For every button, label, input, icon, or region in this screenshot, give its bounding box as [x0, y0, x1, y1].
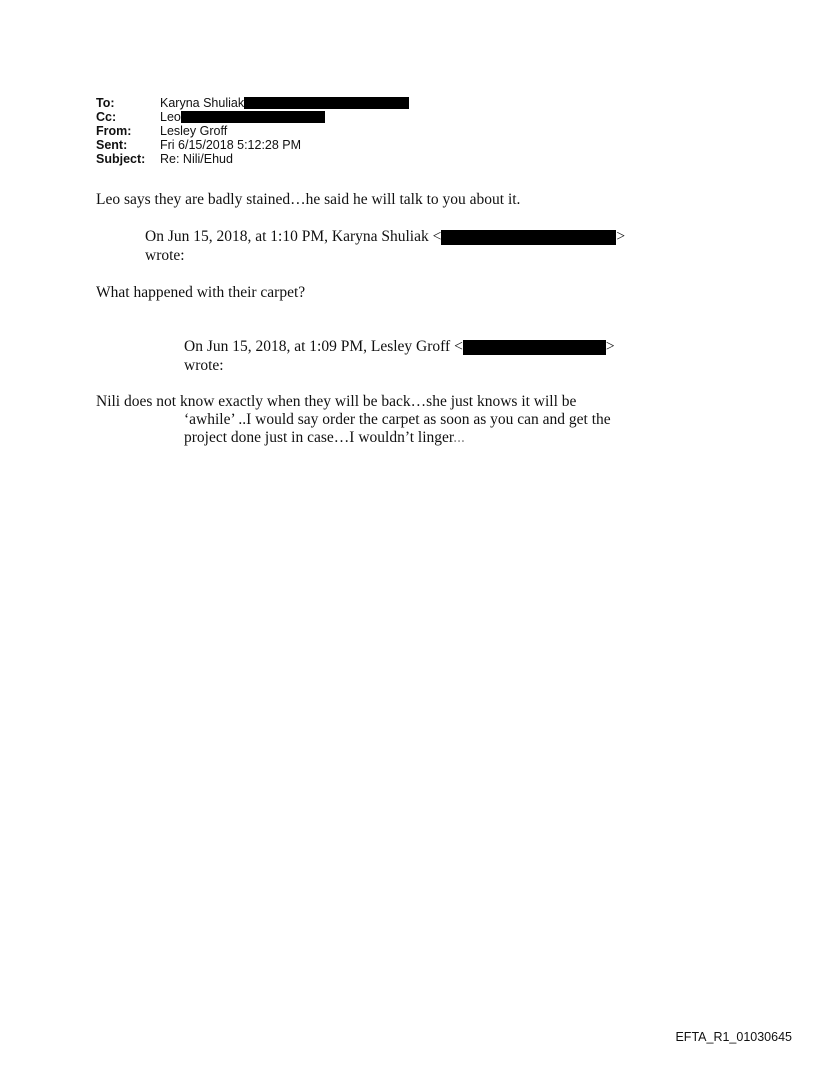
quote2-line-1: Nili does not know exactly when they will be back…she just knows it will be — [96, 393, 577, 410]
from-label: From: — [96, 124, 132, 138]
quote2-intro-line — [184, 337, 615, 356]
subject-value: Re: Nili/Ehud — [160, 152, 233, 166]
subject-label: Subject: — [96, 152, 146, 166]
quote1-text: What happened with their carpet? — [96, 284, 306, 301]
subject-row — [96, 152, 409, 166]
quote1-tail: > — [616, 228, 626, 245]
quote2-line-3-ellipsis: ... — [453, 429, 465, 446]
cc-label: Cc: — [96, 110, 117, 124]
from-value: Lesley Groff — [160, 124, 228, 138]
quote1-intro: On Jun 15, 2018, at 1:10 PM, Karyna Shuliak < — [145, 228, 442, 245]
to-label: To: — [96, 96, 115, 110]
to-value: Karyna Shuliak — [160, 96, 245, 110]
reply-text: Leo says they are badly stained…he said he will talk to you about it. — [96, 191, 521, 208]
quote2-wrote: wrote: — [184, 357, 224, 374]
email-header — [96, 96, 409, 166]
redaction-bar — [244, 97, 409, 109]
redaction-bar — [181, 111, 325, 123]
sent-label: Sent: — [96, 138, 128, 152]
redaction-bar — [441, 230, 616, 245]
quote2-tail: > — [605, 338, 615, 355]
cc-value: Leo — [160, 110, 181, 124]
from-row — [96, 124, 409, 138]
redaction-bar — [463, 340, 606, 355]
quote2-line-3 — [184, 428, 465, 447]
document-id: EFTA_R1_01030645 — [675, 1030, 792, 1044]
to-row — [96, 96, 409, 110]
quote2-line-3-main: project done just in case…I wouldn’t linger — [184, 429, 454, 446]
quote1-wrote: wrote: — [145, 247, 185, 264]
sent-row — [96, 138, 409, 152]
quote2-intro: On Jun 15, 2018, at 1:09 PM, Lesley Groff < — [184, 338, 463, 355]
sent-value: Fri 6/15/2018 5:12:28 PM — [160, 138, 302, 152]
cc-row — [96, 110, 409, 124]
quote2-line-2: ‘awhile’ ..I would say order the carpet as soon as you can and get the — [184, 411, 611, 428]
quote1-intro-line — [145, 227, 625, 246]
